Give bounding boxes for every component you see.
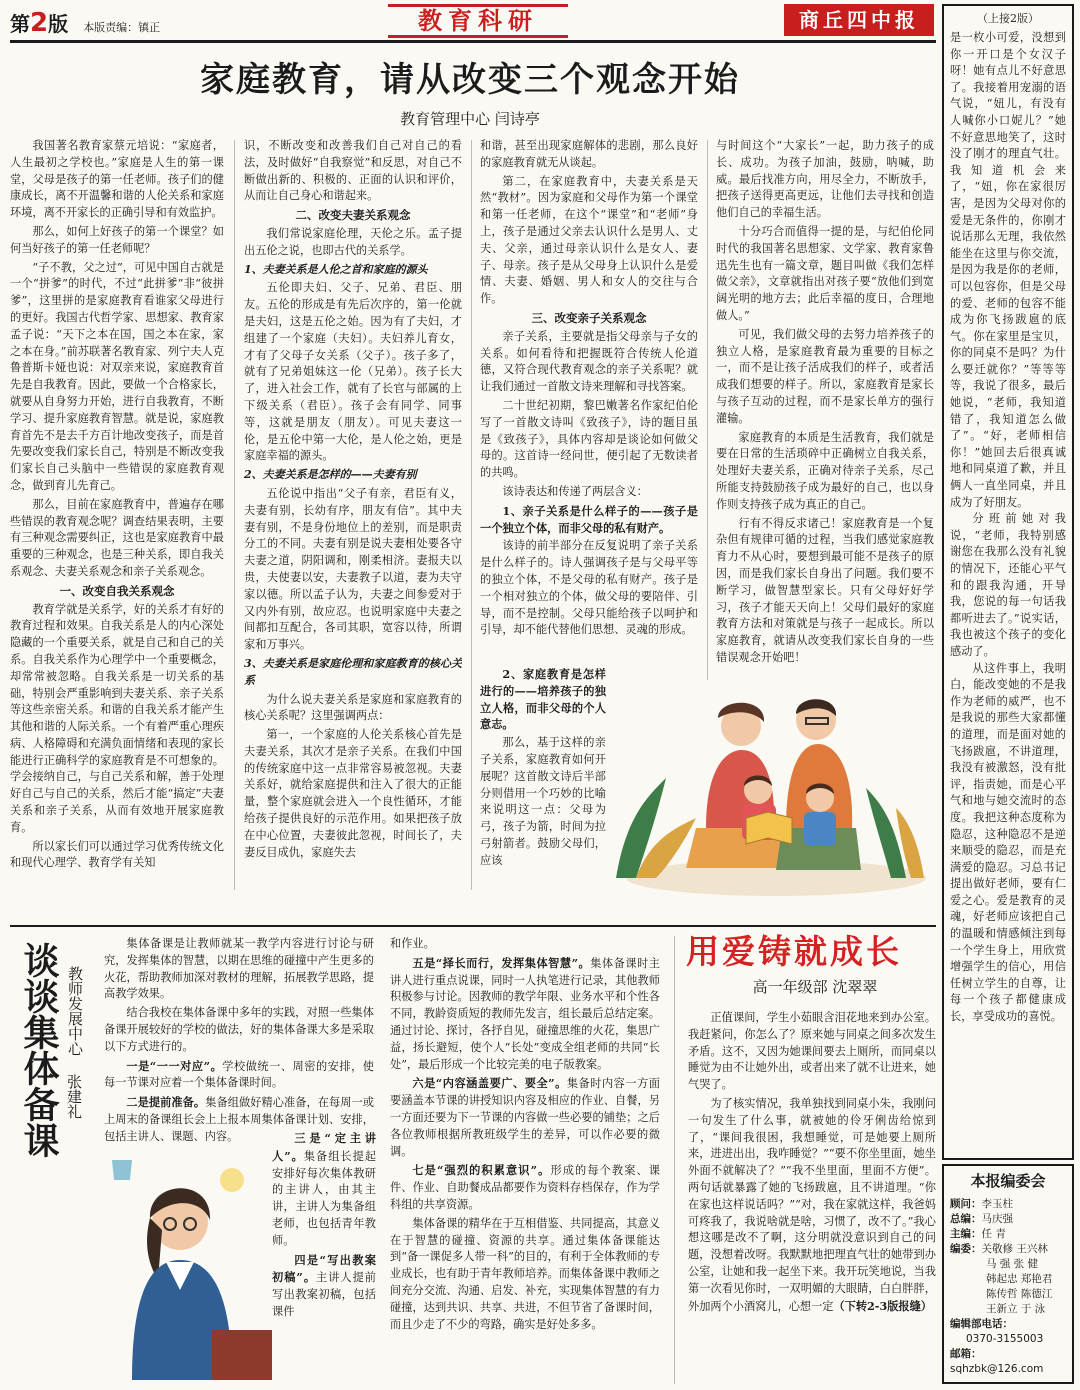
paragraph: 五伦即夫妇、父子、兄弟、君臣、朋友。五伦的形成是有先后次序的，第一伦就是夫妇，这是五伦之始。因为有了夫妇，才组建了一个家庭（夫妇）。夫妇养儿育女，才有了父母子女关系（父子）。孩子多了，就有了兄弟姐妹这一伦（兄弟）。孩子长大了，进入社会工作，就有了长官与部属的上下级关系（君臣）。孩子会有同学、同事等，这就是朋友（朋友）。可见夫妻这一伦，是五伦中第一大伦，是人伦之始，更是家庭幸福的源头。 — [244, 281, 462, 463]
column-divider — [707, 140, 708, 680]
paragraph: 分班前她对我说，“老师，我特别感谢您在我那么没有礼貌的情况下，还能心平气和的跟我沟通，开导我，您说的每一句话我都听进去了。”说实话，我也被这个孩子的变化感动了。 — [950, 512, 1066, 658]
section-heading: 二、改变夫妻关系观念 — [295, 208, 411, 223]
article2-column-1 — [104, 936, 374, 1146]
family-reading-illustration — [606, 678, 932, 898]
email-row: 邮箱：sqhzbk@126.com — [950, 1348, 1044, 1375]
section-heading: 三、改变亲子关系观念 — [531, 310, 647, 325]
paragraph: “子不教，父之过”，可见中国自古就是一个“拼爹”的时代，不过“此拼爹”非“彼拼爹”，这里拼的是家庭教育看谁家父母进行的更好。我国古代哲学家、思想家、教育家孟子说：“天下之本在国，国之本在家，家之本在身。”前苏联著名教育家、列宁夫人克鲁普斯卡娅也说：对双亲来说，家庭教育首先是自我教育。因此，要做一个合格家长，就要从自身努力开始，进行自我教育，不断学习、提升家庭教育智慧。就是说，家庭教育首先不是去千方百计地改变孩子，而是首先要改变我们家长自己，特别是不断改变我们家长自己头脑中一些错误的家庭教育观念，做到育儿先育己。 — [10, 260, 224, 492]
article-column-3-lower — [480, 666, 606, 896]
paragraph: 识，不断改变和改善我们自己对自己的看法，及时做好“自我察觉”和反思，对自己不断做出新的、积极的、正面的认识和评价，从而让自己身心和谐起来。 — [244, 139, 462, 203]
article-byline: 教育管理中心 闫诗亭 — [400, 110, 540, 128]
paragraph: 三是“定主讲人”。集备组长提起安排好每次集体教研的主讲人，由其主讲，主讲人为集备组老师，也包括青年教师。 — [272, 1131, 376, 1247]
committee-row: 马 强 张 健 — [986, 1258, 1039, 1270]
article2-byline-org: 教师发展中心 — [66, 966, 84, 1056]
paragraph: 亲子关系，主要就是指父母亲与子女的关系。如何看待和把握既符合传统人伦道德，又符合现代教育观念的亲子关系呢？就让我们通过一首散文诗来理解和寻找答案。 — [480, 329, 698, 394]
paragraph: 是一枚小可爱，没想到你一开口是个女汉子呀！她有点儿不好意思了。我接着用宠溺的语气说，“妞儿，有没有人喊你小口妮儿？”她不好意思地笑了，这时没了刚才的理直气壮。我知道机会来了，“妞，你在家很厉害，是因为父母对你的爱是无条件的，你刚才说话那么无理，我依然能坐在这里与你交流，是因为我是你的老师，可以包容你，但是父母的爱、老师的包容不能成为你飞扬跋扈的底气。你在家里是宝贝，你的同桌不是吗？为什么要迁就你？”等等等等，我说了很多，最后她说，“老师，我知道错了，我知道怎么做了”。“好，老师相信你！”她回去后很真诚地和同桌道了歉，并且俩人一直坐同桌，并且成为了好朋友。 — [950, 31, 1066, 509]
sub-heading: 2、夫妻关系是怎样的——夫妻有别 — [244, 468, 417, 482]
article-column-2 — [244, 138, 462, 888]
paragraph: 五是“择长而行，发挥集体智慧”。集体备课时主讲人进行重点说课，同时一人执笔进行记录，其他教师积极参与讨论。因教师的教学年限、业务水平和个性各不同，教龄资质短的教师先发言，组长最后总结定案。通过讨论、探讨，各抒自见，碰撞思维的火花，集思广益，扬长避短，使个人“长处”变成全组老师的共同“长处”，最后形成一个比较完美的电子版教案。 — [390, 955, 660, 1071]
paragraph: 为了核实情况，我单独找到同桌小朱，我刚问一句发生了什么事，就被她的伶牙俐齿给惊到了，“课间我很困，我想睡觉，可是她要上厕所来，进进出出，我咋睡觉？”“要不你坐里面，她坐外面不就解决了？”“我不坐里面，里面不方便”。两句话就暴露了她的飞扬跋扈，且不讲道理。“你在家也这样说话吗？”“对，我在家就这样，我爸妈可疼我了，我说啥就是啥，习惯了，改不了。”我心想这哪是改不了啊，这分明就没意识到自己的问题，没想着改呀。我默默地把理直气壮的她带到办公室，让她和我一起坐下来。我开玩笑地说，当我第一次看见你时，一双明媚的大眼睛，白白胖胖，外加两个小酒窝儿，心想一定（下转2-3版报缝） — [688, 1096, 936, 1313]
section-title: 教育科研 — [388, 4, 568, 38]
article-column-3 — [480, 138, 698, 668]
paragraph: 那么，如何上好孩子的第一个课堂？如何当好孩子的第一任老师呢？ — [10, 224, 224, 255]
paragraph: 和谐，甚至出现家庭解体的悲剧，那么良好的家庭教育就无从谈起。 — [480, 139, 698, 169]
paragraph: 我们常说家庭伦理，天伦之乐。孟子提出五伦之说，也即古代的关系学。 — [244, 226, 462, 257]
paragraph: 那么，基于这样的亲子关系，家庭教育如何开展呢？这首散文诗后半部分则借用一个巧妙的比喻来说明这一点：父母为弓，孩子为箭，时间为拉弓射箭者。鼓励父母们，应该 — [480, 736, 606, 867]
paragraph: 集体备课的精华在于互相借鉴、共同提高，其意义在于智慧的碰撞、资源的共享。通过集体备课能达到“备一课促多人带一科”的目的，有利于全体教师的专业成长，也有助于青年教师培养。而集体备课中教师之间充分交流、沟通、启发、补充，实现集体智慧的有力碰撞，达到共识、共享、共进，不但节省了备课时间，而且少走了不少的弯路，确实是好处多多。 — [390, 1216, 660, 1331]
page-header-left — [10, 8, 160, 38]
paragraph: 六是“内容涵盖要广、要全”。集备时内容一方面要涵盖本节课的讲授知识内容及相应的作业、自餐，另一方面还要为下一节课的内容做一些必要的铺垫；之后各位教师根据所教班级学生的差异，可以作必要的微调。 — [390, 1076, 660, 1158]
article3-column — [688, 1010, 936, 1382]
committee-title: 本报编委会 — [970, 1172, 1046, 1190]
article2-byline-name: 张建礼 — [65, 1074, 83, 1119]
paragraph: 从这件事上，我明白，能改变她的不是我作为老师的威严，也不是我说的那些大家都懂的道理，而是面对她的飞扬跋扈，不讲道理，我没有被激怒，没有批评，指责她，而是心平气和地与她交流时的态度。我把这种态度称为隐忍，这种隐忍不是逆来顺受的隐忍，而是充满爱的隐忍。习总书记提出做好老师，要有仁爱之心。爱是教育的灵魂，好老师应该把自己的温暖和情感倾注到每一个学生身上，用欣赏增强学生的信心，用信任树立学生的自尊，让每一个孩子都健康成长，享受成功的喜悦。 — [950, 661, 1066, 1024]
article2-column-2 — [390, 936, 660, 1381]
paragraph: 与时间这个“大家长”一起，助力孩子的成长、成功。为孩子加油，鼓励，呐喊，助威。最后找准方向，用尽全力，不断放手，把孩子送得更高更远，让他们去寻找和创造他们自己的幸福生活。 — [716, 139, 934, 220]
committee-row: 陈传哲 陈德江 — [986, 1288, 1053, 1300]
paragraph: 为什么说夫妻关系是家庭和家庭教育的核心关系呢？这里强调两点： — [244, 692, 462, 723]
paragraph: 所以家长们可以通过学习优秀传统文化和现代心理学、教育学有关知 — [10, 839, 224, 870]
paragraph: 二十世纪初期，黎巴嫩著名作家纪伯伦写了一首散文诗叫《致孩子》，诗的题目虽是《致孩子》，具体内容却是谈论如何做父母的。这首诗一经问世，便引起了无数读者的共鸣。 — [480, 398, 698, 480]
teacher-illustration — [92, 1140, 272, 1380]
article-headline: 家庭教育，请从改变三个观念开始 — [200, 60, 740, 100]
committee-row: 韩起忠 郑艳君 — [986, 1273, 1053, 1285]
sub-heading: 3、夫妻关系是家庭伦理和家庭教育的核心关系 — [244, 656, 462, 687]
paragraph: 十分巧合而值得一提的是，与纪伯伦同时代的我国著名思想家、文学家、教育家鲁迅先生也有一篇文章，题目叫做《我们怎样做父亲》，文章就指出对孩子要“放他们到宽阔光明的地方去；此后幸福的度日，合理地做人。” — [716, 224, 934, 322]
paragraph: 该诗的前半部分在反复说明了亲子关系是什么样子的。诗人强调孩子是与父母平等的独立个体，不是父母的私有财产。孩子是一个相对独立的个体，做父母的要陪伴、引导，而不是控制。父母只能给孩子以呵护和引导，却不能代替他们思想、灵魂的形成。 — [480, 539, 698, 637]
header-rule — [10, 40, 936, 43]
paragraph: 可见，我们做父母的去努力培养孩子的独立人格，是家庭教育最为重要的目标之一，而不是让孩子活成我们的样子，或者活成我们想要的样子。所以，家庭教育是家长与孩子互动的过程，而不是家长单方的强行灌输。 — [716, 327, 934, 425]
phone-label: 编辑部电话： — [950, 1318, 1013, 1330]
committee-row: 编委：关敬修 王兴林 — [950, 1243, 1048, 1255]
committee-row: 总编：马庆强 — [950, 1213, 1013, 1225]
sub-heading: 1、夫妻关系是人伦之首和家庭的源头 — [244, 262, 428, 276]
paragraph: 四是“写出教案初稿”。主讲人提前写出教案初稿，包括课件 — [272, 1252, 376, 1318]
continued-article-column — [942, 4, 1074, 1160]
phone-number: 0370-3155003 — [966, 1333, 1044, 1345]
paper-masthead: 商丘四中报 — [784, 4, 934, 36]
column-divider — [471, 140, 472, 890]
paragraph: 教育学就是关系学，好的关系才有好的教育过程和效果。自我关系是人的内心深处隐藏的一个重要关系，就是自己和自己的关系。自我关系作为心理学中一个重要概念，却常常被忽略。自我关系是一切关系的基础，特别会严重影响到夫妻关系、亲子关系等这些亲密关系。和谐的自我关系才能产生其他和谐的人际关系。一个有着严重心理疾病、人格障碍和充满负面情绪和表现的家长能进行正确科学的家庭教育是不可想象的。学会接纳自己，与自己关系和解，善于处理好自己与自己的关系，然后才能“搞定”夫妻关系和亲子关系，从而有效地开展家庭教育。 — [10, 602, 224, 834]
article-column-1 — [10, 138, 224, 888]
paragraph: 该诗表达和传递了两层含义： — [502, 484, 648, 498]
paragraph: 结合我校在集体备课中多年的实践，对照一些集体备课开展较好的学校的做法，好的集体备课大多是采取以下方式进行的。 — [104, 1006, 374, 1053]
paragraph: 行有不得反求诸己！家庭教育是一个复杂但有规律可循的过程，当我们感觉家庭教育力不从心时，要想到最可能不是孩子的原因，而是我们家长自身出了问题。我们要不断学习，做智慧型家长。只有父母好好学习，孩子才能天天向上！父母们最好的家庭教育方法和对策就是与孩子一起成长。所以家庭教育，就请从改变我们家长自身的一些错误观念开始吧！ — [716, 516, 934, 664]
committee-row: 主编：任 青 — [950, 1228, 1006, 1240]
key-point: 2、家庭教育是怎样进行的——培养孩子的独立人格，而非父母的个人意志。 — [480, 667, 606, 732]
key-point: 1、亲子关系是什么样子的——孩子是一个独立个体，而非父母的私有财产。 — [480, 503, 698, 535]
paragraph: 第二，在家庭教育中，夫妻关系是天然“教材”。因为家庭和父母作为第一个课堂和第一任老师，在这个“课堂”和“老师”身上，孩子是通过父亲去认识什么是男人、丈夫、父亲，通过母亲认识什么是女人、妻子、母亲。孩子是从父母身上认识什么是爱情、夫妻、婚姻、男人和女人的交往与合作。 — [480, 174, 698, 306]
article2-column-1-lower — [272, 1130, 376, 1380]
paragraph: 五伦说中指出“父子有亲，君臣有义，夫妻有别，长幼有序，朋友有信”。其中夫妻有别，不是身份地位上的差别，而是职责分工的不同。夫妻有别是说夫妻相处要各守夫妻之道，阴阳调和，刚柔相济。妻报夫以贵，夫使妻以安，夫妻教子以道，妻为夫守家以德。所以孟子认为，夫妻之间参爱对于又内外有别，故应忍。也说明家庭中夫妻之间都扣互配合，各司其职，宽容以待，所谓家和万事兴。 — [244, 486, 462, 652]
paragraph: 集体备课是让教师就某一教学内容进行讨论与研究，发挥集体的智慧，以期在思维的碰撞中产生更多的火花，帮助教师加深对教材的理解，拓展教学思路，提高教学效果。 — [104, 937, 374, 1001]
paragraph: 家庭教育的本质是生活教育，我们就是要在日常的生活琐碎中正确树立自我关系，处理好夫妻关系，正确对待亲子关系，尽己所能支持鼓励孩子成为最好的自己，也以身作则支持孩子成为真正的自己。 — [716, 430, 934, 511]
article3-byline: 高一年级部 沈翠翠 — [752, 978, 878, 996]
section-heading: 一、改变自我关系观念 — [59, 583, 175, 598]
editorial-committee-box — [942, 1164, 1074, 1384]
paragraph: 一是“一一对应”。学校做统一、周密的安排，使每一节课对应着一个集体备课时间。 — [104, 1058, 374, 1090]
paragraph: 正值课间，学生小茹眼含泪花地来到办公室。我赶紧问，你怎么了？原来她与同桌之间多次发生矛盾。这不，又因为她课间要去上厕所，而同桌以睡觉为由不让她外出，或者出来了就不让进来，她气哭了。 — [688, 1011, 936, 1092]
paragraph: 二是提前准备。集备组做好精心准备，在每周一或上周末的备课组长会上上报本周集体备课计划、安排，包括主讲人、课题、内容。 — [104, 1095, 374, 1143]
continued-text — [950, 30, 1066, 1026]
article2-title: 谈谈集体备课 — [18, 942, 59, 1158]
paragraph: 和作业。 — [390, 937, 435, 950]
column-divider — [234, 140, 235, 890]
continued-label: （上接2版） — [977, 12, 1039, 25]
article-column-4 — [716, 138, 934, 698]
column-divider — [674, 936, 675, 1384]
committee-row: 王新立 于 泳 — [986, 1303, 1046, 1315]
paragraph: 七是“强烈的积累意识”。形成的每个教案、课件、作业、自助餐成品都要作为资料存档保存，作为学科组的共享资源。 — [390, 1163, 660, 1211]
paragraph: 那么，目前在家庭教育中，普遍存在哪些错误的教育观念呢？调查结果表明，主要有三种观念需要纠正，这也是家庭教育中最重要的三种观念，也是三种关系，即自我关系观念、夫妻关系观念和亲子关系观念。 — [10, 497, 224, 578]
page-number-label: 第2版 — [10, 8, 69, 38]
paragraph: 我国著名教育家蔡元培说：“家庭者，人生最初之学校也。”家庭是人生的第一课堂，父母是孩子的第一任老师。孩子们的健康成长，离不开温馨和谐的人伦关系和家庭环境，离不开家长的正确引导和有效监护。 — [10, 139, 224, 220]
paragraph: 第一，一个家庭的人伦关系核心首先是夫妻关系，其次才是亲子关系。在我们中国的传统家庭中这一点非常容易被忽视。夫妻关系好，就给家庭提供和注入了很大的正能量，整个家庭就会进入一个良性循环，才能给孩子提供良好的示范作用。如果把孩子放在中心位置，夫妻彼此忽视，时间长了，夫妻反目成仇，家庭失去 — [244, 728, 462, 859]
article3-title: 用爱铸就成长 — [686, 932, 902, 971]
committee-row: 顾问：李玉柱 — [950, 1198, 1013, 1210]
editor-credit: 本版责编：镇正 — [83, 21, 161, 34]
